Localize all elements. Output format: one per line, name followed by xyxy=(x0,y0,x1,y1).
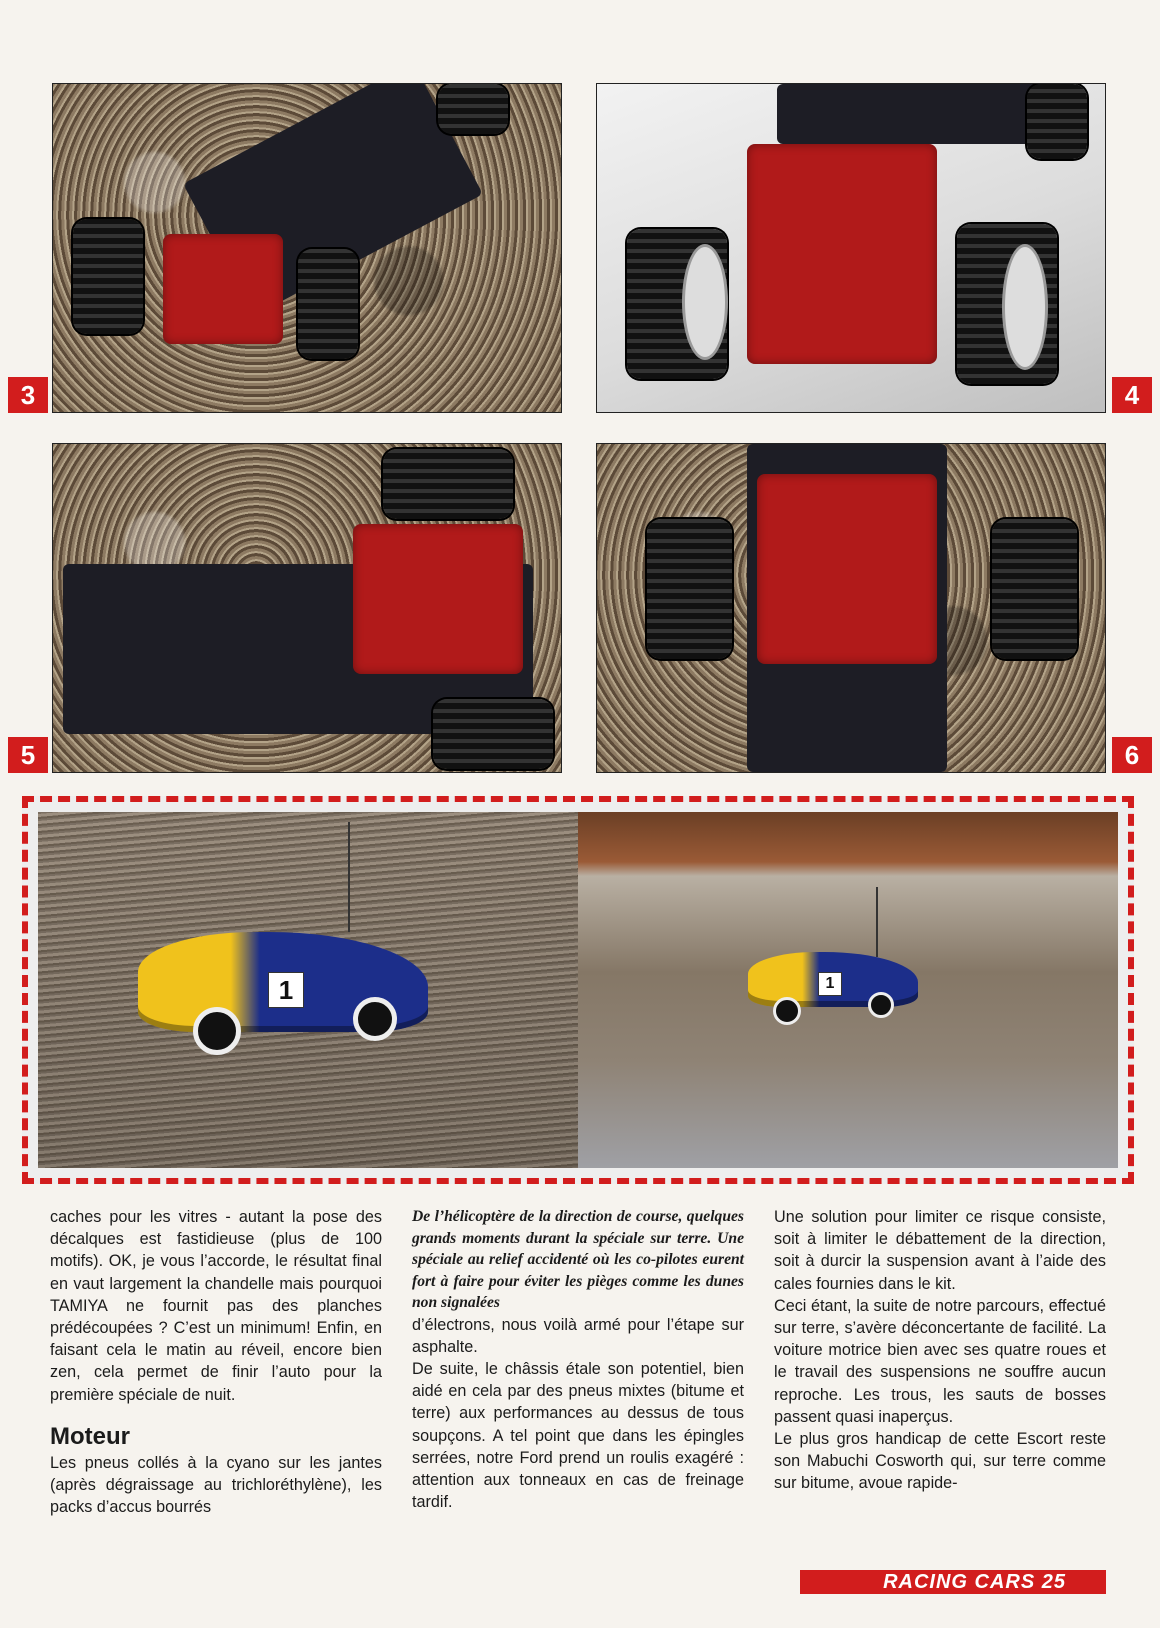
gearbox-housing xyxy=(163,234,283,344)
wheel xyxy=(433,699,553,769)
paragraph: Le plus gros handicap de cette Escort reste son Mabuchi Cosworth qui, sur terre comme sur bitume, avoue rapide- xyxy=(774,1430,1106,1493)
section-heading: Moteur xyxy=(50,1422,130,1450)
track-photo-closeup xyxy=(38,812,578,1168)
wheel xyxy=(298,249,358,359)
wheel xyxy=(438,84,508,134)
car-number-plate: 1 xyxy=(818,972,842,996)
gearbox-housing xyxy=(747,144,937,364)
car-tyre xyxy=(868,992,894,1018)
wheel xyxy=(383,449,513,519)
action-photo-frame xyxy=(22,796,1134,1184)
photo-number-badge: 3 xyxy=(8,377,48,413)
gearbox-housing xyxy=(353,524,523,674)
photo-number-badge: 4 xyxy=(1112,377,1152,413)
page-footer: RACING CARS 25 xyxy=(800,1570,1106,1594)
wheel xyxy=(992,519,1077,659)
rally-car xyxy=(748,912,928,1032)
car-tyre xyxy=(353,997,397,1041)
photo-number-badge: 5 xyxy=(8,737,48,773)
photo-caption: De l’hélicoptère de la direction de course, quelques grands moments durant la spéciale sur terre. Une spéciale au relief accidenté où les co-pilotes eurent fort à faire pour éviter les pièges comme les dunes non signalées xyxy=(412,1208,744,1311)
paragraph: caches pour les vitres - autant la pose des décalques est fastidieuse (plus de 100 motifs). OK, je vous l’accorde, le résultat final en vaut largement la chandelle mais pourquoi TAMIYA ne fournit pas des planches prédécoupées ? C’est un minimum! Enfin, en faisant cela le matin au réveil, encore bien zen, cela permet de finir l’auto pour la première spéciale de nuit. xyxy=(50,1208,382,1404)
text-column-left xyxy=(50,1206,382,1519)
photo-4 xyxy=(596,83,1106,413)
photo-number-badge: 6 xyxy=(1112,737,1152,773)
photo-6 xyxy=(596,443,1106,773)
paragraph: De suite, le châssis étale son potentiel, bien aidé en cela par des pneus mixtes (bitume et terre) aux performances au dessus de tous soupçons. A tel point que dans les épingles serrées, notre Ford prend un roulis exagéré : attention aux tonneaux en cas de freinage tardif. xyxy=(412,1359,744,1512)
car-antenna xyxy=(348,822,350,932)
text-column-right xyxy=(774,1206,1106,1495)
paragraph: Une solution pour limiter ce risque consiste, soit à limiter le débattement de la direction, soit à durcir la suspension avant à l’aide des cales fournies dans le kit. xyxy=(774,1208,1106,1293)
paragraph: d’électrons, nous voilà armé pour l’étape sur asphalte. xyxy=(412,1315,744,1356)
gearbox-housing xyxy=(757,474,937,664)
car-number-plate: 1 xyxy=(268,972,304,1008)
rim xyxy=(682,244,728,360)
wheel xyxy=(73,219,143,334)
paragraph: Ceci étant, la suite de notre parcours, effectué sur terre, s’avère déconcertante de facilité. La voiture motrice bien avec ses quatre roues et le travail des suspensions ne souffre aucun reproche. Les trous, les sauts de bosses passent quasi inaperçus. xyxy=(774,1296,1106,1426)
wheel xyxy=(1027,84,1087,159)
chassis-frame xyxy=(777,84,1067,144)
paragraph: Les pneus collés à la cyano sur les jantes (après dégraissage au trichloréthylène), les packs d’accus bourrés xyxy=(50,1454,382,1517)
rim xyxy=(1002,244,1048,370)
rally-car xyxy=(138,912,438,1062)
car-tyre xyxy=(193,1007,241,1055)
text-column-middle xyxy=(412,1206,744,1513)
car-tyre xyxy=(773,997,801,1025)
photo-3 xyxy=(52,83,562,413)
track-photo-wide xyxy=(578,812,1118,1168)
wheel xyxy=(647,519,732,659)
car-antenna xyxy=(876,887,878,957)
photo-5 xyxy=(52,443,562,773)
